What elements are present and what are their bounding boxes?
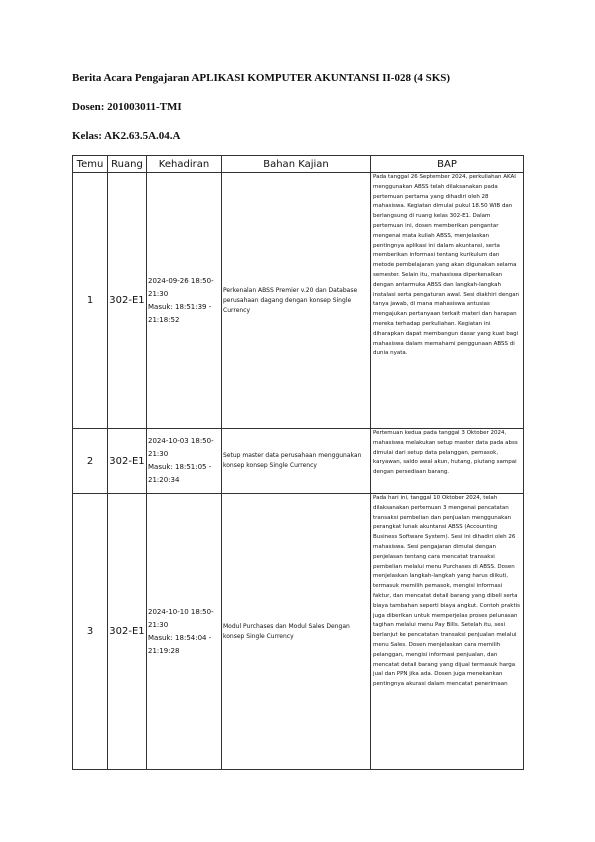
cell-bahan-kajian: Perkenalan ABSS Premier v.20 dan Database perusahaan dagang dengan konsep Single Currency: [222, 173, 371, 429]
cell-temu: 1: [73, 173, 108, 429]
cell-kehadiran: [147, 494, 222, 770]
cell-ruang: 302-E1: [108, 429, 147, 494]
column-header-bap: BAP: [371, 156, 524, 173]
cell-kehadiran: [147, 429, 222, 494]
bap-table: [72, 155, 524, 770]
jadwal-text: 2024-10-03 18:50-21:30: [148, 437, 214, 458]
cell-bahan-kajian: Setup master data perusahaan menggunakan konsep konsep Single Currency: [222, 429, 371, 494]
table-row: [73, 173, 524, 429]
cell-temu: 2: [73, 429, 108, 494]
cell-temu: 3: [73, 494, 108, 770]
cell-bap: Pada tanggal 26 September 2024, perkuliahan AKAI menggunakan ABSS telah dilaksanakan pada pertemuan pertama yang dihadiri oleh 28 mahasiswa. Kegiatan dimulai pukul 18.50 WIB dan berlangsung di ruang kelas 302-E1. Dalam pertemuan ini, dosen memberikan pengantar mengenai mata kuliah ABSS, menjelaskan pentingnya aplikasi ini dalam akuntansi, serta memberikan informasi tentang kurikulum dan metode pembelajaran yang akan digunakan selama semester. Selain itu, mahasiswa diperkenalkan dengan antarmuka ABSS dan langkah-langkah instalasi serta pengaturan awal. Sesi diakhiri dengan tanya jawab, di mana mahasiswa antusias mengajukan pertanyaan terkait materi dan harapan mereka terhadap perkuliahan. Kegiatan ini diharapkan dapat membangun dasar yang kuat bagi mahasiswa dalam memahami penggunaan ABSS di dunia nyata.: [371, 173, 524, 429]
table-row: [73, 429, 524, 494]
column-header-temu: Temu: [73, 156, 108, 173]
masuk-text: Masuk: 18:54:04 - 21:19:28: [148, 633, 212, 655]
bap-text: Pada hari ini, tanggal 10 Oktober 2024, telah dilaksanakan pertemuan 3 mengenai pencatatan transaksi pembelian dan penjualan menggunakan perangkat lunak akuntansi ABSS (Accounting Business Software System). Sesi ini dihadiri oleh 26 mahasiswa. Sesi pengajaran dimulai dengan penjelasan tentang cara mencatat transaksi pembelian melalui menu Purchases di ABSS. Dosen menjelaskan langkah-langkah yang harus diikuti, termasuk memilih pemasok, mengisi informasi faktur, dan mencatat detail barang yang dibeli serta biaya tambahan seperti biaya angkut. Contoh praktis juga diberikan untuk memperjelas proses pelunasan tagihan melalui menu Pay Bills. Setelah itu, sesi berlanjut ke pencatatan transaksi penjualan melalui menu Sales. Dosen menjelaskan cara memilih pelanggan, mengisi informasi penjualan, dan mencatat detail barang yang dijual termasuk harga jual dan PPN jika ada. Dosen juga menekankan pentingnya akurasi dalam mencatat penerimaan: [373, 495, 520, 688]
column-header-kehadiran: Kehadiran: [147, 156, 222, 173]
kelas-line: Kelas: AK2.63.5A.04.A: [72, 130, 181, 142]
cell-ruang: 302-E1: [108, 494, 147, 770]
document-title: Berita Acara Pengajaran APLIKASI KOMPUTER AKUNTANSI II-028 (4 SKS): [72, 72, 451, 84]
masuk-text: Masuk: 18:51:05 - 21:20:34: [148, 463, 212, 484]
cell-bap: [371, 494, 524, 770]
cell-bahan-kajian: Modul Purchases dan Modul Sales Dengan konsep Single Currency: [222, 494, 371, 770]
dosen-line: Dosen: 201003011-TMI: [72, 101, 182, 113]
table-row: [73, 494, 524, 770]
column-header-bahan-kajian: Bahan Kajian: [222, 156, 371, 173]
table-header-row: [73, 156, 524, 173]
jadwal-text: 2024-10-10 18:50-21:30: [148, 607, 214, 629]
cell-ruang: 302-E1: [108, 173, 147, 429]
cell-kehadiran: [147, 173, 222, 429]
masuk-text: Masuk: 18:51:39 - 21:18:52: [148, 302, 212, 324]
cell-bap: Pertemuan kedua pada tanggal 3 Oktober 2024, mahasiswa melakukan setup master data pada abss dimulai dari setup data pelanggan, pemasok, karyawan, saldo awal akun, hutang, piutang sampai dengan persediaan barang.: [371, 429, 524, 494]
jadwal-text: 2024-09-26 18:50-21:30: [148, 276, 214, 298]
column-header-ruang: Ruang: [108, 156, 147, 173]
